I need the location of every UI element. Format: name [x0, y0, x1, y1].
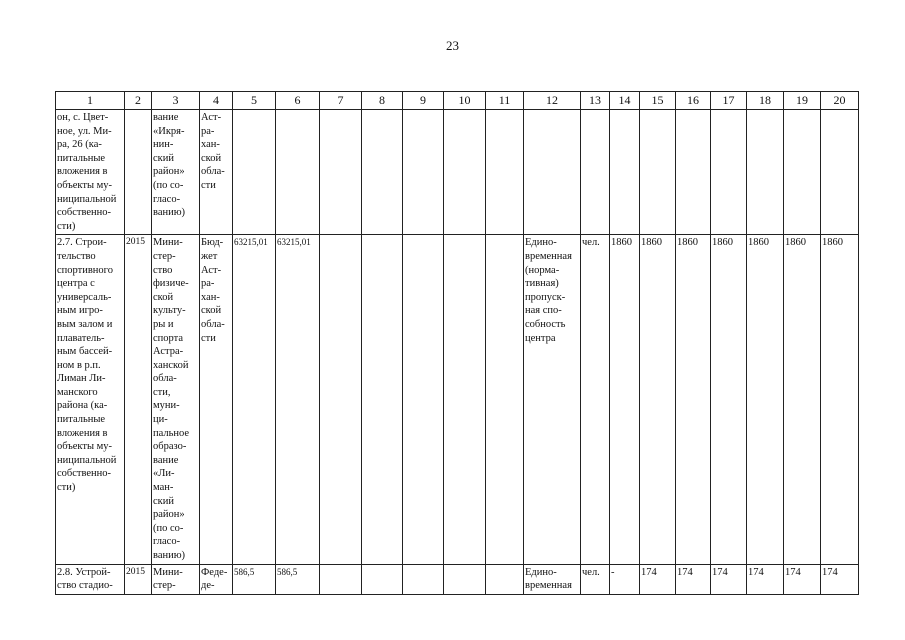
cell-col-17: 174: [711, 564, 747, 594]
cell-col-20: 174: [821, 564, 859, 594]
cell-col-4: Бюд- жет Аст- ра- хан- ской обла- сти: [200, 235, 233, 564]
cell-col-18: 1860: [747, 235, 784, 564]
col-header: 20: [821, 92, 859, 110]
cell-col-13: [581, 110, 610, 235]
col-header: 18: [747, 92, 784, 110]
cell-col-19: [784, 110, 821, 235]
cell-col-2: 2015: [125, 564, 152, 594]
cell-col-1: 2.8. Устрой- ство стадио-: [56, 564, 125, 594]
cell-col-9: [403, 110, 444, 235]
cell-col-2: [125, 110, 152, 235]
col-header: 6: [276, 92, 320, 110]
cell-col-15: 174: [640, 564, 676, 594]
page-number: 23: [446, 38, 459, 53]
cell-col-8: [362, 564, 403, 594]
cell-col-1: 2.7. Строи- тельство спортивного центра с универсаль- ным игро- вым залом и плаватель- ным бассей- ном в р.п. Лиман Ли- манского района (ка- питальные вложения в объекты му- ниципальной собственно- сти): [56, 235, 125, 564]
cell-col-6: [276, 110, 320, 235]
col-header: 10: [444, 92, 486, 110]
col-header: 2: [125, 92, 152, 110]
col-header: 17: [711, 92, 747, 110]
cell-col-15: [640, 110, 676, 235]
cell-col-13: чел.: [581, 564, 610, 594]
cell-col-10: [444, 110, 486, 235]
cell-col-1: он, с. Цвет- ное, ул. Ми- ра, 26 (ка- питальные вложения в объекты му- ниципальной собственно- сти): [56, 110, 125, 235]
cell-col-16: 1860: [676, 235, 711, 564]
header-row: [56, 92, 859, 110]
cell-col-6: 586,5: [276, 564, 320, 594]
cell-col-14: -: [610, 564, 640, 594]
col-header: 4: [200, 92, 233, 110]
col-header: 9: [403, 92, 444, 110]
cell-col-17: 1860: [711, 235, 747, 564]
cell-col-10: [444, 235, 486, 564]
col-header: 5: [233, 92, 276, 110]
cell-col-7: [320, 564, 362, 594]
cell-col-7: [320, 235, 362, 564]
cell-col-4: Аст- ра- хан- ской обла- сти: [200, 110, 233, 235]
cell-col-13: чел.: [581, 235, 610, 564]
col-header: 14: [610, 92, 640, 110]
cell-col-11: [486, 235, 524, 564]
col-header: 15: [640, 92, 676, 110]
col-header: 1: [56, 92, 125, 110]
cell-col-5: [233, 110, 276, 235]
cell-col-9: [403, 564, 444, 594]
data-table: [55, 91, 859, 595]
cell-col-7: [320, 110, 362, 235]
cell-col-18: [747, 110, 784, 235]
cell-col-19: 174: [784, 564, 821, 594]
cell-col-8: [362, 235, 403, 564]
cell-col-5: 63215,01: [233, 235, 276, 564]
cell-col-15: 1860: [640, 235, 676, 564]
cell-col-6: 63215,01: [276, 235, 320, 564]
col-header: 7: [320, 92, 362, 110]
cell-col-10: [444, 564, 486, 594]
cell-col-5: 586,5: [233, 564, 276, 594]
cell-col-12: Едино- временная (норма- тивная) пропуск- ная спо- собность центра: [524, 235, 581, 564]
cell-col-17: [711, 110, 747, 235]
cell-col-16: 174: [676, 564, 711, 594]
col-header: 3: [152, 92, 200, 110]
cell-col-11: [486, 110, 524, 235]
table-row: [56, 235, 859, 564]
cell-col-16: [676, 110, 711, 235]
cell-col-20: [821, 110, 859, 235]
cell-col-18: 174: [747, 564, 784, 594]
col-header: 11: [486, 92, 524, 110]
cell-col-2: 2015: [125, 235, 152, 564]
table-row: [56, 110, 859, 235]
col-header: 12: [524, 92, 581, 110]
col-header: 19: [784, 92, 821, 110]
col-header: 8: [362, 92, 403, 110]
cell-col-8: [362, 110, 403, 235]
cell-col-19: 1860: [784, 235, 821, 564]
cell-col-14: [610, 110, 640, 235]
cell-col-12: Едино- временная: [524, 564, 581, 594]
cell-col-11: [486, 564, 524, 594]
cell-col-12: [524, 110, 581, 235]
cell-col-9: [403, 235, 444, 564]
col-header: 16: [676, 92, 711, 110]
cell-col-4: Феде- де-: [200, 564, 233, 594]
col-header: 13: [581, 92, 610, 110]
cell-col-3: Мини- стер-: [152, 564, 200, 594]
table-row: [56, 564, 859, 594]
cell-col-20: 1860: [821, 235, 859, 564]
cell-col-3: вание «Икря- нин- ский район» (по со- гласо- ванию): [152, 110, 200, 235]
cell-col-3: Мини- стер- ство физиче- ской культу- ры и спорта Астра- ханской обла- сти, муни- ци- пальное образо- вание «Ли- ман- ский район» (по со- гласо- ванию): [152, 235, 200, 564]
cell-col-14: 1860: [610, 235, 640, 564]
